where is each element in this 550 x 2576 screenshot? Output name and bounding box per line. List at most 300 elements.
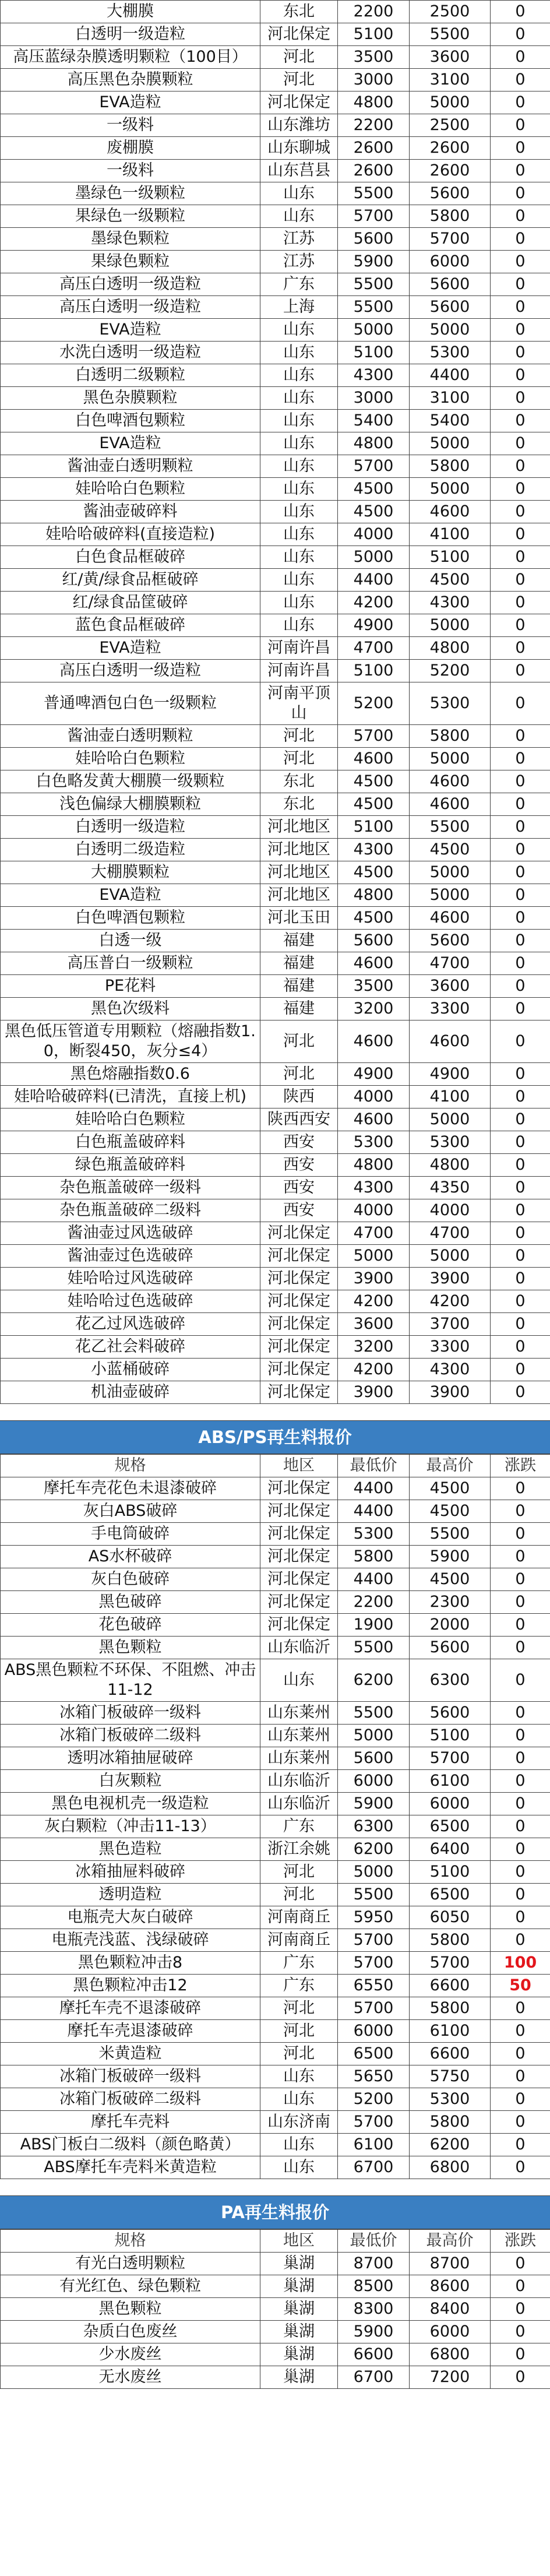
max-price-cell: 4900: [410, 1063, 491, 1086]
change-cell: 0: [491, 1108, 550, 1131]
table-row: [1, 1815, 550, 1838]
region-cell: 河北: [260, 2020, 338, 2043]
spec-cell: 白透明一级造粒: [1, 816, 260, 839]
region-cell: 山东: [260, 432, 338, 455]
min-price-cell: 4500: [338, 793, 410, 816]
region-cell: 福建: [260, 975, 338, 998]
min-price-cell: 5700: [338, 455, 410, 478]
max-price-cell: 5800: [410, 1997, 491, 2020]
change-cell: 0: [491, 364, 550, 387]
change-cell: 0: [491, 1997, 550, 2020]
change-cell: 0: [491, 23, 550, 46]
region-cell: 山东聊城: [260, 137, 338, 160]
min-price-cell: 4900: [338, 614, 410, 637]
spec-cell: 娃哈哈破碎料(直接造粒): [1, 523, 260, 546]
table-row: [1, 2253, 550, 2275]
table-row: [1, 1884, 550, 1906]
table-row: [1, 2343, 550, 2366]
max-price-cell: 3300: [410, 998, 491, 1020]
max-price-cell: 4600: [410, 907, 491, 930]
table-row: [1, 205, 550, 228]
change-cell: 0: [491, 205, 550, 228]
region-cell: 河北: [260, 1884, 338, 1906]
change-cell: 0: [491, 1884, 550, 1906]
spec-cell: 电瓶壳大灰白破碎: [1, 1906, 260, 1929]
change-cell: 0: [491, 1659, 550, 1702]
spec-cell: 花乙过风选破碎: [1, 1313, 260, 1336]
table-row: [1, 160, 550, 182]
region-cell: 河北: [260, 1063, 338, 1086]
region-cell: 山东: [260, 182, 338, 205]
change-cell: 0: [491, 432, 550, 455]
change-cell: 0: [491, 2275, 550, 2298]
change-cell: 0: [491, 2298, 550, 2321]
change-cell: 0: [491, 1268, 550, 1290]
max-price-cell: 2600: [410, 137, 491, 160]
min-price-cell: 5700: [338, 1997, 410, 2020]
table-row: [1, 228, 550, 251]
max-price-cell: 5000: [410, 92, 491, 114]
spec-cell: 酱油壶过风选破碎: [1, 1222, 260, 1245]
change-cell: 0: [491, 114, 550, 137]
change-cell: 0: [491, 1861, 550, 1884]
table-row: [1, 1591, 550, 1614]
min-price-cell: 5100: [338, 816, 410, 839]
change-cell: 0: [491, 816, 550, 839]
min-price-cell: 5500: [338, 1637, 410, 1659]
spec-cell: 墨绿色一级颗粒: [1, 182, 260, 205]
change-cell: 0: [491, 1359, 550, 1381]
region-cell: 山东莒县: [260, 160, 338, 182]
table-row: [1, 1770, 550, 1793]
region-cell: 巢湖: [260, 2366, 338, 2389]
min-price-cell: 2200: [338, 1, 410, 23]
table-row: [1, 432, 550, 455]
table-row: [1, 1359, 550, 1381]
region-cell: 福建: [260, 930, 338, 952]
spec-cell: 酱油壶白透明颗粒: [1, 455, 260, 478]
table-row: [1, 273, 550, 296]
region-cell: 河北: [260, 1997, 338, 2020]
table-row: [1, 952, 550, 975]
max-price-cell: 6400: [410, 1838, 491, 1861]
table-row: [1, 725, 550, 748]
column-header: 地区: [260, 2230, 338, 2253]
spec-cell: 冰箱门板破碎一级料: [1, 1702, 260, 1725]
region-cell: 山东: [260, 387, 338, 410]
spec-cell: 摩托车壳料: [1, 2111, 260, 2134]
spec-cell: 米黄造粒: [1, 2043, 260, 2065]
spec-cell: 有光白透明颗粒: [1, 2253, 260, 2275]
region-cell: 山东: [260, 342, 338, 364]
min-price-cell: 4000: [338, 1199, 410, 1222]
min-price-cell: 4800: [338, 432, 410, 455]
column-header: 涨跌: [491, 2230, 550, 2253]
change-cell: 0: [491, 952, 550, 975]
min-price-cell: 5000: [338, 1725, 410, 1747]
min-price-cell: 4800: [338, 92, 410, 114]
min-price-cell: 3500: [338, 975, 410, 998]
max-price-cell: 6500: [410, 1884, 491, 1906]
spec-cell: 娃哈哈过风选破碎: [1, 1268, 260, 1290]
min-price-cell: 4300: [338, 1177, 410, 1199]
table-row: [1, 1131, 550, 1154]
spec-cell: 手电筒破碎: [1, 1523, 260, 1546]
spec-cell: 高压普白一级颗粒: [1, 952, 260, 975]
table-row: [1, 2134, 550, 2156]
change-cell: 0: [491, 319, 550, 342]
change-cell: 0: [491, 1, 550, 23]
min-price-cell: 2200: [338, 114, 410, 137]
min-price-cell: 3900: [338, 1381, 410, 1404]
spec-cell: 酱油壶破碎料: [1, 501, 260, 523]
max-price-cell: 6100: [410, 2020, 491, 2043]
max-price-cell: 5000: [410, 478, 491, 501]
change-cell: 0: [491, 228, 550, 251]
table-row: [1, 2088, 550, 2111]
max-price-cell: 5400: [410, 410, 491, 432]
min-price-cell: 4600: [338, 748, 410, 770]
max-price-cell: 5750: [410, 2065, 491, 2088]
change-cell: 0: [491, 387, 550, 410]
change-cell: 0: [491, 1614, 550, 1637]
change-cell: 0: [491, 1793, 550, 1815]
spec-cell: 花乙社会料破碎: [1, 1336, 260, 1359]
region-cell: 河北: [260, 69, 338, 92]
region-cell: 福建: [260, 998, 338, 1020]
max-price-cell: 4300: [410, 592, 491, 614]
region-cell: 山东: [260, 2088, 338, 2111]
region-cell: 山东: [260, 1659, 338, 1702]
section-title: ABS/PS再生料报价: [0, 1420, 550, 1454]
table-row: [1, 1063, 550, 1086]
max-price-cell: 3900: [410, 1268, 491, 1290]
region-cell: 广东: [260, 273, 338, 296]
spec-cell: AS水杯破碎: [1, 1546, 260, 1568]
max-price-cell: 4000: [410, 1199, 491, 1222]
min-price-cell: 5650: [338, 2065, 410, 2088]
spec-cell: ABS摩托车壳料米黄造粒: [1, 2156, 260, 2179]
spec-cell: 冰箱门板破碎二级料: [1, 1725, 260, 1747]
spec-cell: 无水废丝: [1, 2366, 260, 2389]
change-cell: 0: [491, 1725, 550, 1747]
max-price-cell: 8600: [410, 2275, 491, 2298]
region-cell: 山东莱州: [260, 1725, 338, 1747]
region-cell: 山东临沂: [260, 1637, 338, 1659]
min-price-cell: 5000: [338, 319, 410, 342]
region-cell: 河北地区: [260, 816, 338, 839]
spec-cell: 黑色颗粒冲击8: [1, 1952, 260, 1975]
table-header-row: [1, 1455, 550, 1477]
table-row: [1, 23, 550, 46]
change-cell: 0: [491, 1747, 550, 1770]
region-cell: 河北保定: [260, 1381, 338, 1404]
table-row: [1, 1154, 550, 1177]
table-row: [1, 1290, 550, 1313]
min-price-cell: 5000: [338, 546, 410, 569]
min-price-cell: 1900: [338, 1614, 410, 1637]
max-price-cell: 4300: [410, 1359, 491, 1381]
spec-cell: 黑色颗粒: [1, 1637, 260, 1659]
min-price-cell: 5700: [338, 725, 410, 748]
change-cell: 0: [491, 2111, 550, 2134]
min-price-cell: 5300: [338, 1523, 410, 1546]
change-cell: 0: [491, 1313, 550, 1336]
price-table: [0, 2229, 550, 2389]
change-cell: 0: [491, 273, 550, 296]
change-cell: 0: [491, 2343, 550, 2366]
max-price-cell: 5100: [410, 546, 491, 569]
max-price-cell: 4500: [410, 1477, 491, 1500]
spec-cell: 普通啤酒包白色一级颗粒: [1, 682, 260, 725]
region-cell: 河北保定: [260, 1245, 338, 1268]
max-price-cell: 4500: [410, 839, 491, 861]
table-row: [1, 1268, 550, 1290]
region-cell: 山东: [260, 455, 338, 478]
change-cell: 0: [491, 2156, 550, 2179]
spec-cell: 绿色瓶盖破碎料: [1, 1154, 260, 1177]
max-price-cell: 5200: [410, 660, 491, 682]
region-cell: 山东: [260, 410, 338, 432]
region-cell: 山东济南: [260, 2111, 338, 2134]
spec-cell: 废棚膜: [1, 137, 260, 160]
table-row: [1, 930, 550, 952]
region-cell: 河北保定: [260, 1290, 338, 1313]
change-cell: 0: [491, 770, 550, 793]
min-price-cell: 4600: [338, 1108, 410, 1131]
column-header: 最高价: [410, 1455, 491, 1477]
change-cell: 0: [491, 2253, 550, 2275]
region-cell: 巢湖: [260, 2253, 338, 2275]
change-cell: 0: [491, 1177, 550, 1199]
region-cell: 福建: [260, 952, 338, 975]
min-price-cell: 5600: [338, 228, 410, 251]
table-row: [1, 569, 550, 592]
spec-cell: 娃哈哈白色颗粒: [1, 748, 260, 770]
region-cell: 河北: [260, 1020, 338, 1063]
change-cell: 0: [491, 1523, 550, 1546]
change-cell: 0: [491, 1336, 550, 1359]
table-row: [1, 748, 550, 770]
change-cell: 0: [491, 1245, 550, 1268]
min-price-cell: 8300: [338, 2298, 410, 2321]
table-row: [1, 592, 550, 614]
table-row: [1, 1838, 550, 1861]
min-price-cell: 2600: [338, 160, 410, 182]
region-cell: 山东: [260, 478, 338, 501]
region-cell: 山东: [260, 569, 338, 592]
change-cell: 0: [491, 69, 550, 92]
region-cell: 山东: [260, 523, 338, 546]
change-cell: 0: [491, 1637, 550, 1659]
table-row: [1, 1975, 550, 1997]
region-cell: 河北: [260, 725, 338, 748]
max-price-cell: 5600: [410, 1702, 491, 1725]
region-cell: 广东: [260, 1952, 338, 1975]
change-cell: 0: [491, 1290, 550, 1313]
max-price-cell: 5800: [410, 2111, 491, 2134]
spec-cell: 电瓶壳浅蓝、浅绿破碎: [1, 1929, 260, 1952]
max-price-cell: 5300: [410, 2088, 491, 2111]
spec-cell: 蓝色食品框破碎: [1, 614, 260, 637]
region-cell: 浙江余姚: [260, 1838, 338, 1861]
max-price-cell: 2000: [410, 1614, 491, 1637]
region-cell: 陕西西安: [260, 1108, 338, 1131]
spec-cell: 黑色杂膜颗粒: [1, 387, 260, 410]
region-cell: 东北: [260, 1, 338, 23]
section-gap: [0, 1404, 550, 1420]
spec-cell: 白色略发黄大棚膜一级颗粒: [1, 770, 260, 793]
price-table: [0, 1454, 550, 2179]
region-cell: 河北: [260, 748, 338, 770]
max-price-cell: 4600: [410, 1020, 491, 1063]
change-cell: 0: [491, 1591, 550, 1614]
table-row: [1, 455, 550, 478]
spec-cell: 红/绿食品筐破碎: [1, 592, 260, 614]
change-cell: 0: [491, 569, 550, 592]
table-row: [1, 1245, 550, 1268]
spec-cell: 有光红色、绿色颗粒: [1, 2275, 260, 2298]
change-cell: 0: [491, 182, 550, 205]
change-cell: 0: [491, 501, 550, 523]
spec-cell: 大棚膜: [1, 1, 260, 23]
change-cell: 0: [491, 1086, 550, 1108]
table-row: [1, 501, 550, 523]
max-price-cell: 5300: [410, 342, 491, 364]
max-price-cell: 4700: [410, 952, 491, 975]
spec-cell: 灰白颗粒（冲击11-13）: [1, 1815, 260, 1838]
spec-cell: 黑色颗粒冲击12: [1, 1975, 260, 1997]
min-price-cell: 5100: [338, 23, 410, 46]
max-price-cell: 5000: [410, 432, 491, 455]
spec-cell: 少水废丝: [1, 2343, 260, 2366]
min-price-cell: 3900: [338, 1268, 410, 1290]
change-cell: 0: [491, 2088, 550, 2111]
table-row: [1, 387, 550, 410]
change-cell: 50: [491, 1975, 550, 1997]
spec-cell: EVA造粒: [1, 319, 260, 342]
table-row: [1, 1199, 550, 1222]
max-price-cell: 3700: [410, 1313, 491, 1336]
min-price-cell: 6000: [338, 2020, 410, 2043]
min-price-cell: 5600: [338, 930, 410, 952]
max-price-cell: 3900: [410, 1381, 491, 1404]
min-price-cell: 5800: [338, 1546, 410, 1568]
region-cell: 河北: [260, 2043, 338, 2065]
min-price-cell: 6600: [338, 2343, 410, 2366]
spec-cell: 高压白透明一级造粒: [1, 296, 260, 319]
change-cell: 0: [491, 1381, 550, 1404]
spec-cell: 果绿色一级颗粒: [1, 205, 260, 228]
change-cell: 0: [491, 1131, 550, 1154]
change-cell: 0: [491, 1477, 550, 1500]
change-cell: 0: [491, 137, 550, 160]
region-cell: 河北保定: [260, 1591, 338, 1614]
min-price-cell: 5000: [338, 1245, 410, 1268]
table-row: [1, 2321, 550, 2343]
max-price-cell: 5500: [410, 1523, 491, 1546]
table-row: [1, 816, 550, 839]
spec-cell: 机油壶破碎: [1, 1381, 260, 1404]
max-price-cell: 4600: [410, 793, 491, 816]
max-price-cell: 5700: [410, 1952, 491, 1975]
table-row: [1, 1702, 550, 1725]
spec-cell: 灰白ABS破碎: [1, 1500, 260, 1523]
change-cell: 0: [491, 1702, 550, 1725]
change-cell: 0: [491, 907, 550, 930]
region-cell: 河北保定: [260, 1500, 338, 1523]
max-price-cell: 5000: [410, 1108, 491, 1131]
max-price-cell: 3100: [410, 69, 491, 92]
spec-cell: EVA造粒: [1, 92, 260, 114]
min-price-cell: 5700: [338, 205, 410, 228]
region-cell: 山东: [260, 205, 338, 228]
spec-cell: 黑色破碎: [1, 1591, 260, 1614]
table-row: [1, 1793, 550, 1815]
change-cell: 0: [491, 725, 550, 748]
min-price-cell: 4400: [338, 1568, 410, 1591]
region-cell: 山东: [260, 501, 338, 523]
region-cell: 河南许昌: [260, 637, 338, 660]
table-row: [1, 523, 550, 546]
region-cell: 河北: [260, 46, 338, 69]
max-price-cell: 5600: [410, 182, 491, 205]
min-price-cell: 5200: [338, 682, 410, 725]
min-price-cell: 4000: [338, 523, 410, 546]
table-row: [1, 975, 550, 998]
max-price-cell: 6300: [410, 1659, 491, 1702]
change-cell: 0: [491, 1770, 550, 1793]
region-cell: 河南商丘: [260, 1929, 338, 1952]
region-cell: 河北保定: [260, 1359, 338, 1381]
max-price-cell: 4200: [410, 1290, 491, 1313]
max-price-cell: 4500: [410, 569, 491, 592]
spec-cell: 白色食品框破碎: [1, 546, 260, 569]
change-cell: 0: [491, 410, 550, 432]
table-row: [1, 1177, 550, 1199]
spec-cell: PE花料: [1, 975, 260, 998]
region-cell: 河北保定: [260, 1222, 338, 1245]
max-price-cell: 2500: [410, 114, 491, 137]
table-row: [1, 793, 550, 816]
max-price-cell: 4800: [410, 637, 491, 660]
change-cell: 0: [491, 637, 550, 660]
table-row: [1, 46, 550, 69]
change-cell: 0: [491, 2020, 550, 2043]
region-cell: 山东莱州: [260, 1747, 338, 1770]
spec-cell: 杂色瓶盖破碎一级料: [1, 1177, 260, 1199]
region-cell: 山东: [260, 2065, 338, 2088]
region-cell: 山东: [260, 546, 338, 569]
region-cell: 山东临沂: [260, 1770, 338, 1793]
max-price-cell: 6100: [410, 1770, 491, 1793]
max-price-cell: 5000: [410, 861, 491, 884]
max-price-cell: 6000: [410, 2321, 491, 2343]
min-price-cell: 5200: [338, 2088, 410, 2111]
table-row: [1, 1725, 550, 1747]
min-price-cell: 5700: [338, 2111, 410, 2134]
spec-cell: 摩托车壳花色未退漆破碎: [1, 1477, 260, 1500]
spec-cell: ABS门板白二级料（颜色略黄）: [1, 2134, 260, 2156]
region-cell: 西安: [260, 1131, 338, 1154]
change-cell: 100: [491, 1952, 550, 1975]
table-row: [1, 1747, 550, 1770]
max-price-cell: 7200: [410, 2366, 491, 2389]
min-price-cell: 3000: [338, 387, 410, 410]
change-cell: 0: [491, 1546, 550, 1568]
spec-cell: 高压白透明一级造粒: [1, 273, 260, 296]
change-cell: 0: [491, 251, 550, 273]
